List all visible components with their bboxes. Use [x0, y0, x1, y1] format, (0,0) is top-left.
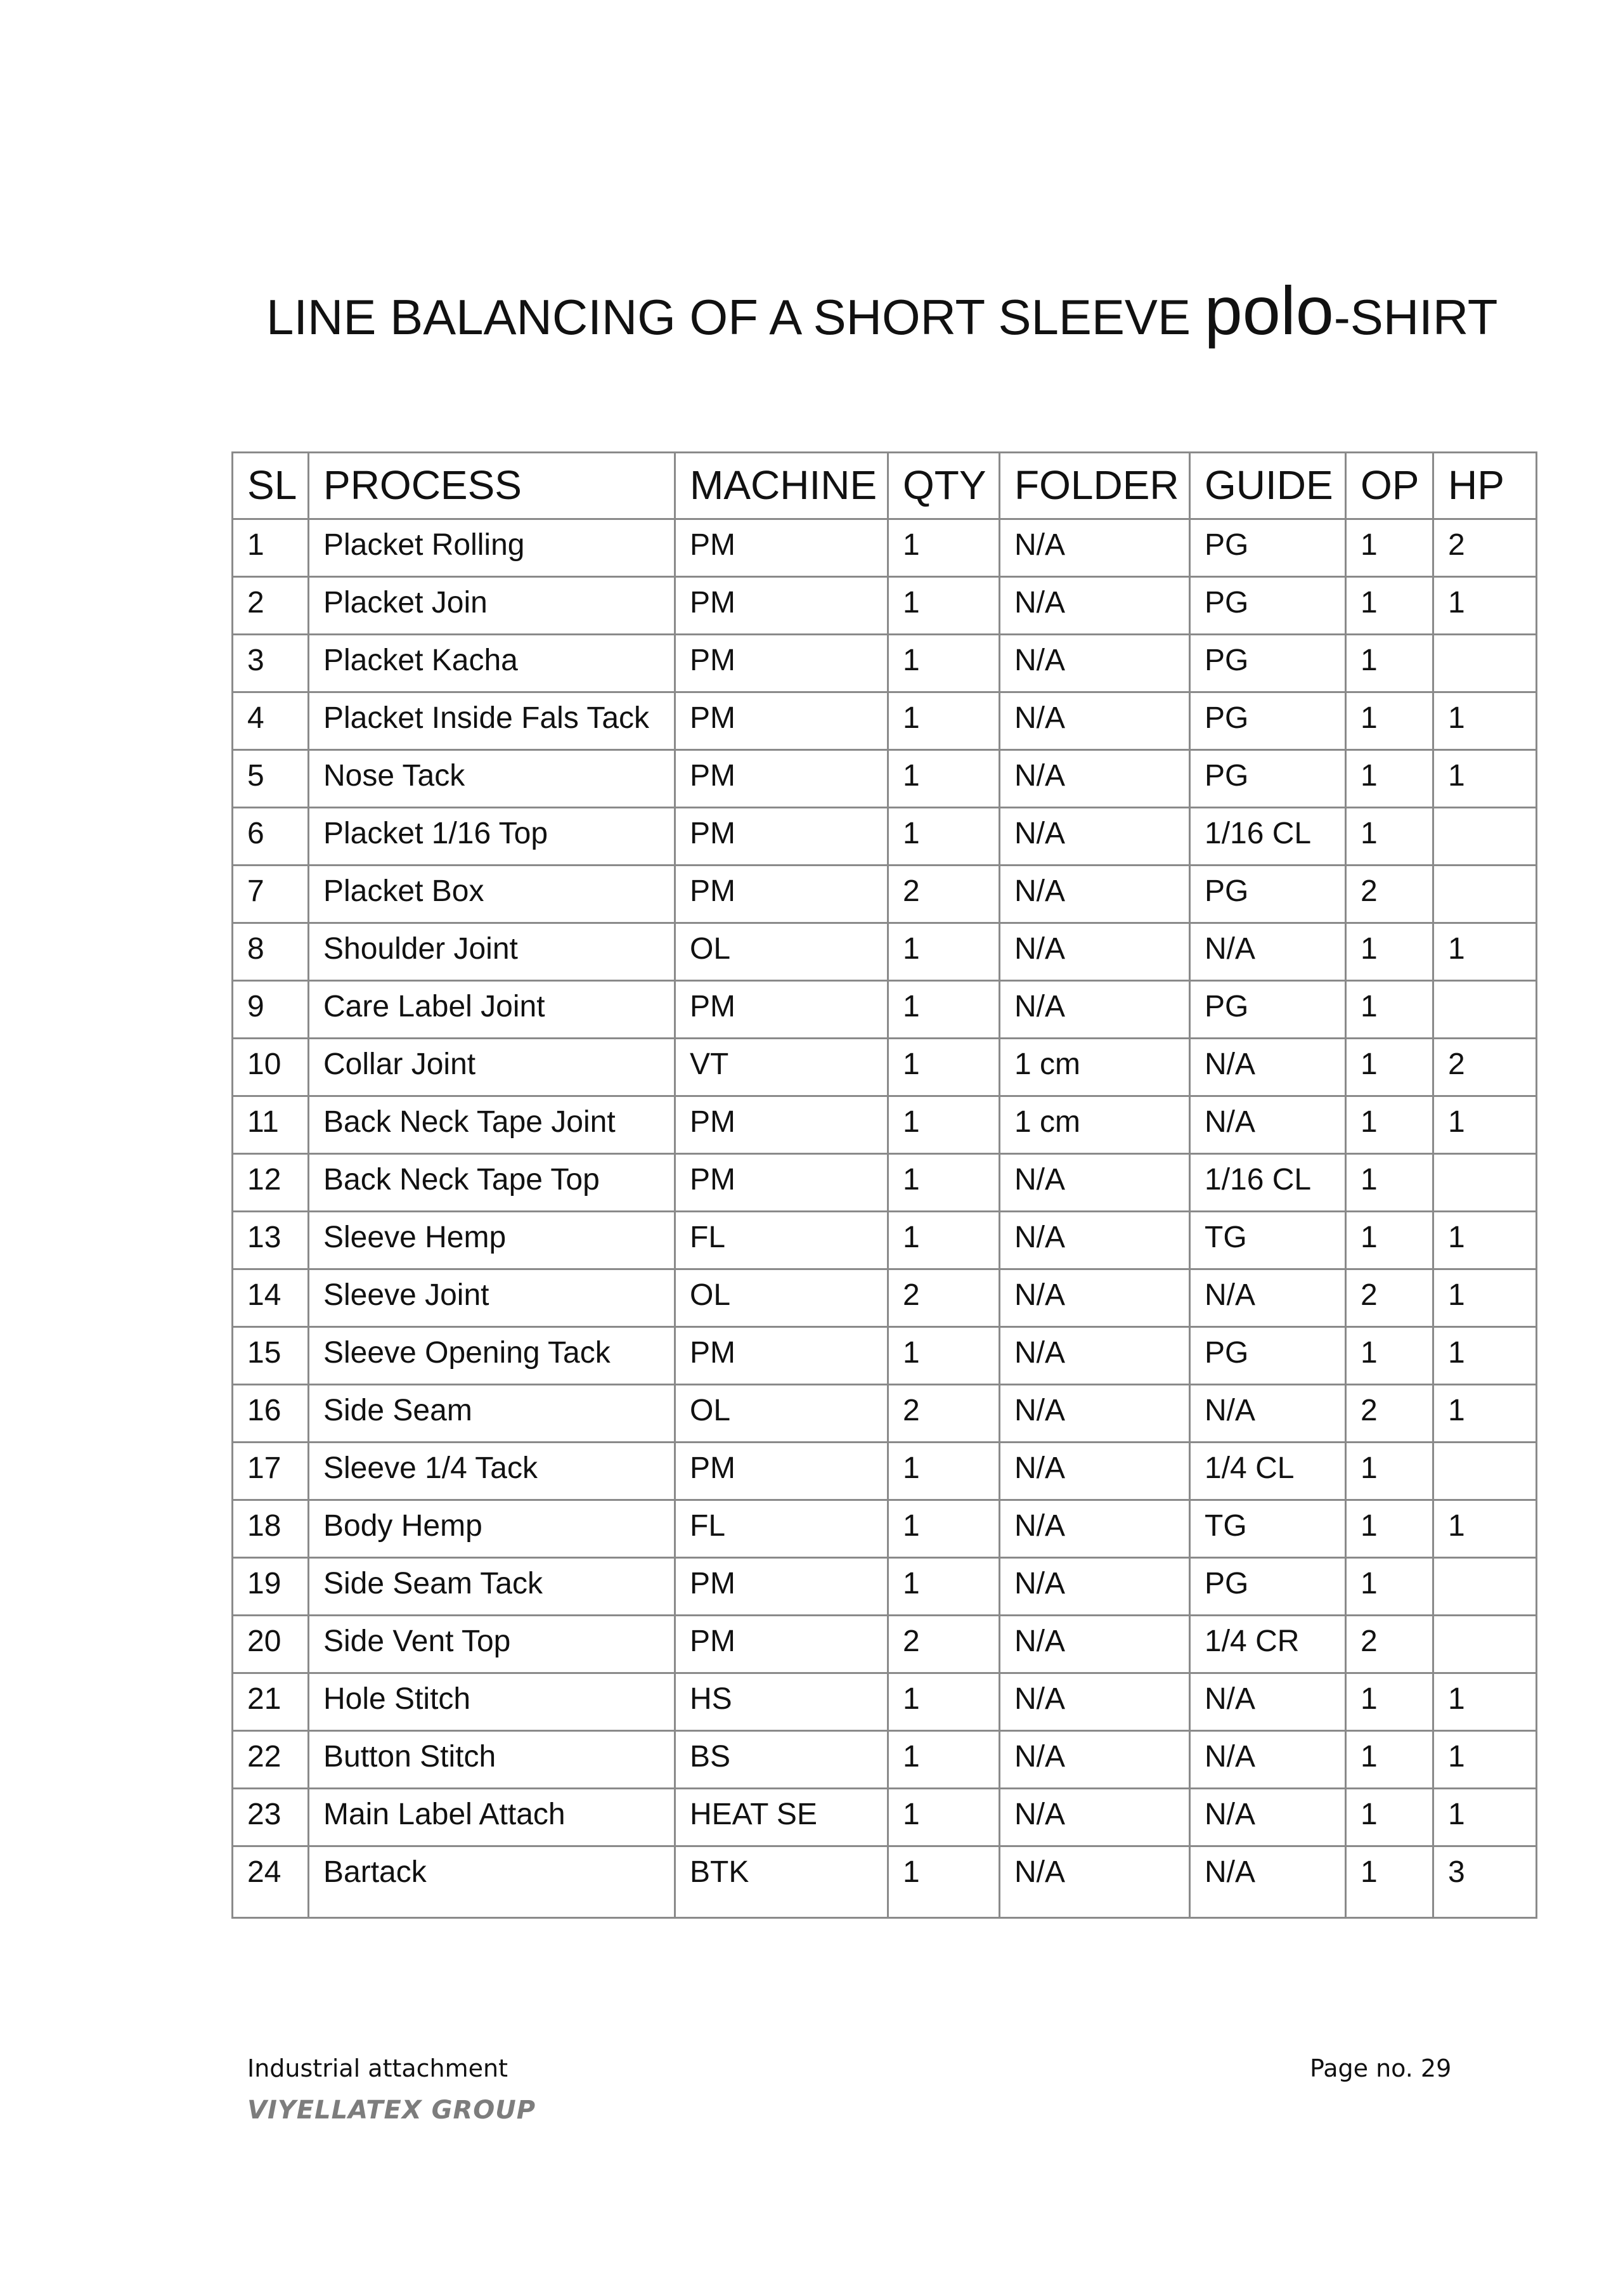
cell-sl: 5	[233, 750, 309, 808]
cell-sl: 3	[233, 635, 309, 692]
table-header	[233, 453, 1537, 519]
cell-folder: N/A	[1000, 1212, 1190, 1269]
table-row	[233, 692, 1537, 750]
header-qty: QTY	[888, 453, 1000, 519]
table-row	[233, 577, 1537, 635]
cell-qty: 1	[888, 1212, 1000, 1269]
cell-qty: 1	[888, 808, 1000, 866]
cell-guide: PG	[1190, 1558, 1346, 1616]
cell-sl: 14	[233, 1269, 309, 1327]
cell-hp: 1	[1433, 1327, 1537, 1385]
cell-sl: 15	[233, 1327, 309, 1385]
cell-guide: N/A	[1190, 1039, 1346, 1096]
cell-guide: PG	[1190, 692, 1346, 750]
cell-hp: 1	[1433, 1385, 1537, 1443]
cell-folder: N/A	[1000, 1269, 1190, 1327]
cell-folder: N/A	[1000, 866, 1190, 923]
cell-machine: BS	[675, 1731, 888, 1789]
cell-op: 2	[1346, 1385, 1433, 1443]
cell-sl: 7	[233, 866, 309, 923]
cell-qty: 1	[888, 923, 1000, 981]
header-row	[233, 453, 1537, 519]
cell-qty: 1	[888, 1846, 1000, 1918]
cell-op: 1	[1346, 1789, 1433, 1846]
cell-process: Sleeve Joint	[309, 1269, 675, 1327]
cell-hp	[1433, 866, 1537, 923]
cell-op: 1	[1346, 1096, 1433, 1154]
header-op: OP	[1346, 453, 1433, 519]
page-title	[266, 273, 1534, 355]
table-row	[233, 635, 1537, 692]
cell-machine: PM	[675, 635, 888, 692]
cell-qty: 2	[888, 1616, 1000, 1673]
cell-hp	[1433, 1443, 1537, 1500]
cell-guide: N/A	[1190, 1846, 1346, 1918]
header-process: PROCESS	[309, 453, 675, 519]
cell-machine: PM	[675, 808, 888, 866]
cell-folder: N/A	[1000, 1673, 1190, 1731]
table-row	[233, 1673, 1537, 1731]
cell-sl: 20	[233, 1616, 309, 1673]
cell-qty: 1	[888, 1731, 1000, 1789]
cell-folder: N/A	[1000, 750, 1190, 808]
cell-machine: OL	[675, 1269, 888, 1327]
cell-hp: 3	[1433, 1846, 1537, 1918]
cell-guide: 1/4 CR	[1190, 1616, 1346, 1673]
cell-guide: PG	[1190, 635, 1346, 692]
cell-folder: N/A	[1000, 519, 1190, 577]
cell-hp	[1433, 808, 1537, 866]
cell-op: 2	[1346, 866, 1433, 923]
cell-sl: 4	[233, 692, 309, 750]
cell-process: Sleeve Hemp	[309, 1212, 675, 1269]
cell-hp	[1433, 1154, 1537, 1212]
cell-machine: OL	[675, 923, 888, 981]
cell-sl: 12	[233, 1154, 309, 1212]
cell-guide: TG	[1190, 1500, 1346, 1558]
cell-qty: 1	[888, 1673, 1000, 1731]
cell-machine: PM	[675, 1096, 888, 1154]
cell-qty: 1	[888, 519, 1000, 577]
cell-qty: 1	[888, 1096, 1000, 1154]
cell-process: Hole Stitch	[309, 1673, 675, 1731]
cell-machine: OL	[675, 1385, 888, 1443]
title-part-3: -SHIRT	[1333, 289, 1498, 345]
cell-guide: PG	[1190, 1327, 1346, 1385]
cell-qty: 2	[888, 866, 1000, 923]
cell-op: 1	[1346, 1212, 1433, 1269]
cell-hp: 1	[1433, 750, 1537, 808]
cell-machine: PM	[675, 577, 888, 635]
cell-qty: 1	[888, 1789, 1000, 1846]
table-row	[233, 1846, 1537, 1918]
table-row	[233, 1154, 1537, 1212]
cell-process: Bartack	[309, 1846, 675, 1918]
cell-machine: PM	[675, 866, 888, 923]
cell-sl: 21	[233, 1673, 309, 1731]
cell-process: Side Vent Top	[309, 1616, 675, 1673]
cell-process: Sleeve Opening Tack	[309, 1327, 675, 1385]
cell-folder: N/A	[1000, 1558, 1190, 1616]
cell-guide: N/A	[1190, 923, 1346, 981]
cell-guide: PG	[1190, 750, 1346, 808]
cell-machine: HEAT SE	[675, 1789, 888, 1846]
cell-guide: PG	[1190, 981, 1346, 1039]
cell-qty: 1	[888, 1154, 1000, 1212]
cell-hp	[1433, 1558, 1537, 1616]
table-row	[233, 1558, 1537, 1616]
cell-qty: 2	[888, 1385, 1000, 1443]
table-row	[233, 1327, 1537, 1385]
cell-sl: 11	[233, 1096, 309, 1154]
cell-hp: 2	[1433, 519, 1537, 577]
table-row	[233, 1385, 1537, 1443]
cell-guide: N/A	[1190, 1269, 1346, 1327]
table-row	[233, 981, 1537, 1039]
cell-op: 1	[1346, 692, 1433, 750]
cell-folder: N/A	[1000, 1731, 1190, 1789]
cell-machine: PM	[675, 750, 888, 808]
cell-qty: 1	[888, 635, 1000, 692]
cell-hp: 1	[1433, 1731, 1537, 1789]
cell-folder: N/A	[1000, 1500, 1190, 1558]
cell-sl: 16	[233, 1385, 309, 1443]
cell-op: 1	[1346, 1039, 1433, 1096]
cell-machine: PM	[675, 1154, 888, 1212]
cell-folder: N/A	[1000, 1385, 1190, 1443]
cell-machine: FL	[675, 1500, 888, 1558]
table-row	[233, 923, 1537, 981]
cell-op: 1	[1346, 750, 1433, 808]
cell-guide: PG	[1190, 519, 1346, 577]
header-hp: HP	[1433, 453, 1537, 519]
cell-folder: 1 cm	[1000, 1096, 1190, 1154]
table-row	[233, 1443, 1537, 1500]
cell-op: 2	[1346, 1616, 1433, 1673]
cell-qty: 2	[888, 1269, 1000, 1327]
cell-sl: 13	[233, 1212, 309, 1269]
cell-sl: 19	[233, 1558, 309, 1616]
cell-machine: FL	[675, 1212, 888, 1269]
cell-guide: N/A	[1190, 1673, 1346, 1731]
cell-hp	[1433, 981, 1537, 1039]
cell-guide: PG	[1190, 866, 1346, 923]
cell-guide: N/A	[1190, 1789, 1346, 1846]
cell-guide: N/A	[1190, 1731, 1346, 1789]
cell-hp: 1	[1433, 1673, 1537, 1731]
cell-sl: 22	[233, 1731, 309, 1789]
cell-machine: PM	[675, 1327, 888, 1385]
title-part-1: LINE BALANCING OF A SHORT SLEEVE	[266, 289, 1205, 345]
cell-process: Main Label Attach	[309, 1789, 675, 1846]
table-row	[233, 1731, 1537, 1789]
cell-process: Placket Box	[309, 866, 675, 923]
cell-sl: 10	[233, 1039, 309, 1096]
cell-hp: 1	[1433, 1269, 1537, 1327]
cell-op: 1	[1346, 635, 1433, 692]
cell-process: Back Neck Tape Joint	[309, 1096, 675, 1154]
table-row	[233, 1212, 1537, 1269]
cell-machine: PM	[675, 1616, 888, 1673]
cell-hp	[1433, 635, 1537, 692]
line-balancing-table	[231, 451, 1537, 1919]
cell-guide: TG	[1190, 1212, 1346, 1269]
table-row	[233, 1039, 1537, 1096]
table-row	[233, 1789, 1537, 1846]
cell-process: Placket Rolling	[309, 519, 675, 577]
cell-process: Body Hemp	[309, 1500, 675, 1558]
cell-op: 1	[1346, 808, 1433, 866]
cell-op: 1	[1346, 1443, 1433, 1500]
cell-op: 1	[1346, 1327, 1433, 1385]
cell-machine: PM	[675, 519, 888, 577]
cell-op: 1	[1346, 1154, 1433, 1212]
cell-folder: N/A	[1000, 692, 1190, 750]
table-body	[233, 519, 1537, 1918]
header-guide: GUIDE	[1190, 453, 1346, 519]
cell-machine: VT	[675, 1039, 888, 1096]
cell-qty: 1	[888, 692, 1000, 750]
cell-op: 2	[1346, 1269, 1433, 1327]
cell-process: Placket Join	[309, 577, 675, 635]
cell-qty: 1	[888, 1443, 1000, 1500]
cell-machine: PM	[675, 692, 888, 750]
cell-guide: N/A	[1190, 1096, 1346, 1154]
footer-brand-logo: VIYELLATEX GROUP	[247, 2096, 536, 2125]
table-row	[233, 750, 1537, 808]
cell-qty: 1	[888, 981, 1000, 1039]
cell-hp: 1	[1433, 1212, 1537, 1269]
cell-guide: N/A	[1190, 1385, 1346, 1443]
cell-op: 1	[1346, 981, 1433, 1039]
cell-hp	[1433, 1616, 1537, 1673]
cell-qty: 1	[888, 577, 1000, 635]
cell-process: Shoulder Joint	[309, 923, 675, 981]
cell-folder: N/A	[1000, 1789, 1190, 1846]
cell-process: Button Stitch	[309, 1731, 675, 1789]
cell-folder: N/A	[1000, 577, 1190, 635]
table-row	[233, 519, 1537, 577]
cell-process: Back Neck Tape Top	[309, 1154, 675, 1212]
cell-op: 1	[1346, 923, 1433, 981]
cell-folder: 1 cm	[1000, 1039, 1190, 1096]
cell-machine: BTK	[675, 1846, 888, 1918]
cell-qty: 1	[888, 750, 1000, 808]
header-folder: FOLDER	[1000, 453, 1190, 519]
cell-guide: 1/16 CL	[1190, 1154, 1346, 1212]
cell-folder: N/A	[1000, 1443, 1190, 1500]
cell-process: Side Seam	[309, 1385, 675, 1443]
cell-op: 1	[1346, 1731, 1433, 1789]
cell-sl: 17	[233, 1443, 309, 1500]
cell-qty: 1	[888, 1039, 1000, 1096]
cell-process: Nose Tack	[309, 750, 675, 808]
cell-process: Care Label Joint	[309, 981, 675, 1039]
cell-process: Sleeve 1/4 Tack	[309, 1443, 675, 1500]
cell-sl: 8	[233, 923, 309, 981]
cell-hp: 1	[1433, 692, 1537, 750]
cell-op: 1	[1346, 519, 1433, 577]
cell-guide: PG	[1190, 577, 1346, 635]
cell-hp: 1	[1433, 1789, 1537, 1846]
cell-folder: N/A	[1000, 635, 1190, 692]
cell-op: 1	[1346, 1558, 1433, 1616]
cell-hp: 1	[1433, 1500, 1537, 1558]
cell-machine: PM	[675, 981, 888, 1039]
header-sl: SL	[233, 453, 309, 519]
cell-op: 1	[1346, 1846, 1433, 1918]
cell-sl: 2	[233, 577, 309, 635]
table-row	[233, 1096, 1537, 1154]
cell-hp: 1	[1433, 923, 1537, 981]
cell-hp: 1	[1433, 577, 1537, 635]
cell-machine: PM	[675, 1443, 888, 1500]
cell-process: Side Seam Tack	[309, 1558, 675, 1616]
cell-machine: PM	[675, 1558, 888, 1616]
cell-sl: 1	[233, 519, 309, 577]
cell-sl: 24	[233, 1846, 309, 1918]
cell-folder: N/A	[1000, 1327, 1190, 1385]
cell-hp: 1	[1433, 1096, 1537, 1154]
cell-process: Collar Joint	[309, 1039, 675, 1096]
cell-folder: N/A	[1000, 981, 1190, 1039]
cell-op: 1	[1346, 577, 1433, 635]
footer-left-text: Industrial attachment	[247, 2054, 508, 2082]
cell-sl: 23	[233, 1789, 309, 1846]
cell-guide: 1/4 CL	[1190, 1443, 1346, 1500]
cell-folder: N/A	[1000, 808, 1190, 866]
cell-folder: N/A	[1000, 923, 1190, 981]
cell-process: Placket Kacha	[309, 635, 675, 692]
cell-guide: 1/16 CL	[1190, 808, 1346, 866]
cell-folder: N/A	[1000, 1154, 1190, 1212]
table-row	[233, 1269, 1537, 1327]
cell-sl: 6	[233, 808, 309, 866]
cell-machine: HS	[675, 1673, 888, 1731]
header-machine: MACHINE	[675, 453, 888, 519]
table-row	[233, 1500, 1537, 1558]
cell-hp: 2	[1433, 1039, 1537, 1096]
cell-process: Placket Inside Fals Tack	[309, 692, 675, 750]
cell-op: 1	[1346, 1500, 1433, 1558]
cell-sl: 9	[233, 981, 309, 1039]
cell-sl: 18	[233, 1500, 309, 1558]
cell-op: 1	[1346, 1673, 1433, 1731]
cell-qty: 1	[888, 1500, 1000, 1558]
table-row	[233, 808, 1537, 866]
table-row	[233, 1616, 1537, 1673]
cell-process: Placket 1/16 Top	[309, 808, 675, 866]
cell-qty: 1	[888, 1558, 1000, 1616]
page-number: Page no. 29	[1310, 2054, 1452, 2082]
cell-qty: 1	[888, 1327, 1000, 1385]
cell-folder: N/A	[1000, 1846, 1190, 1918]
title-part-2: polo	[1204, 272, 1334, 349]
table-row	[233, 866, 1537, 923]
cell-folder: N/A	[1000, 1616, 1190, 1673]
